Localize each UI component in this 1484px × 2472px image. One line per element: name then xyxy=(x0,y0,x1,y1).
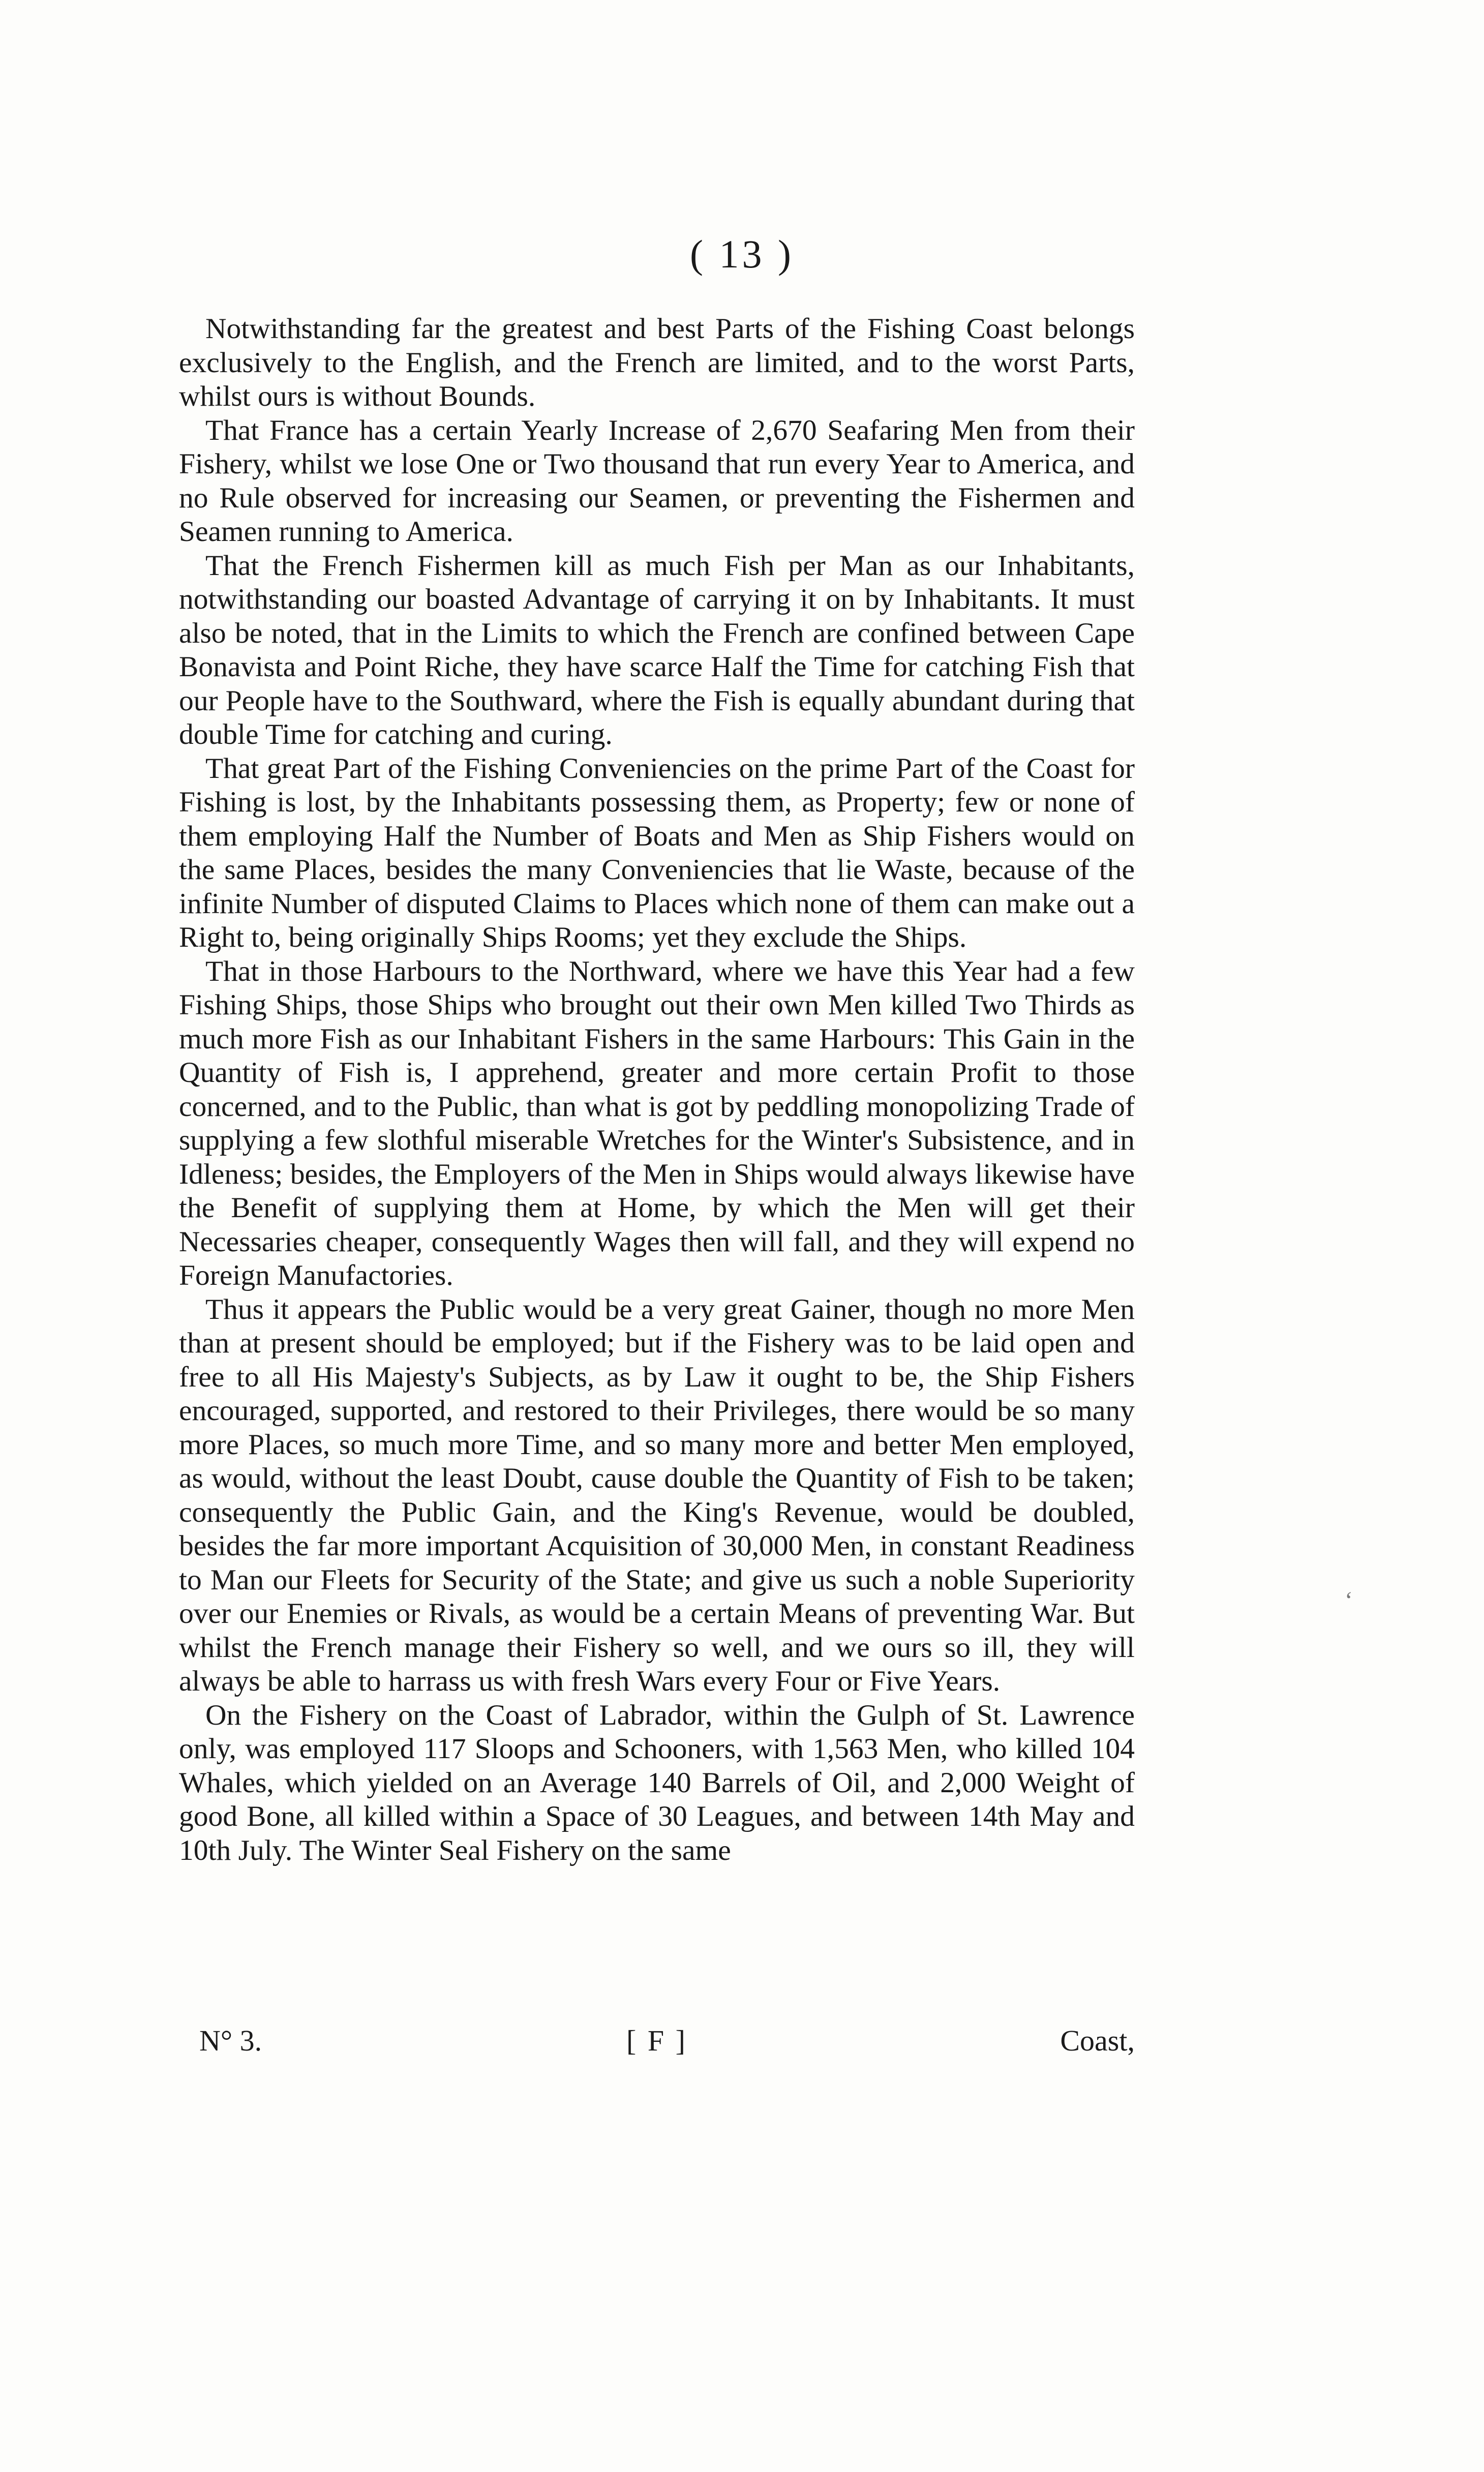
paragraph-7: On the Fishery on the Coast of Labrador, within the Gulph of St. Lawrence only, was employed 117 Sloops and Schooners, with 1,563 Men, who killed 104 Whales, which yielded on an Average 140 Barrels of Oil, and 2,000 Weight of good Bone, all killed within a Space of 30 Leagues, and between 14th May and 10th July. The Winter Seal Fishery on the same xyxy=(179,1699,1135,1866)
paragraph-5: That in those Harbours to the Northward, where we have this Year had a few Fishing Ships, those Ships who brought out their own Men killed Two Thirds as much more Fish as our Inhabitant Fishers in the same Harbours: This Gain in the Quantity of Fish is, I apprehend, greater and more certain Profit to those concerned, and to the Public, than what is got by peddling monopolizing Trade of supplying a few slothful miserable Wretches for the Winter's Subsistence, and in Idleness; besides, the Employers of the Men in Ships would always likewise have the Benefit of supplying them at Home, by which the Men will get their Necessaries cheaper, consequently Wages then will fall, and they will expend no Foreign Manufactories. xyxy=(179,955,1135,1291)
margin-speck: ‘ xyxy=(1345,1587,1353,1614)
paragraph-4: That great Part of the Fishing Conveniencies on the prime Part of the Coast for Fishing is lost, by the Inhabitants possessing them, as Property; few or none of them employing Half the Number of Boats and Men as Ship Fishers would on the same Places, besides the many Conveniencies that lie Waste, because of the infinite Number of disputed Claims to Places which none of them can make out a Right to, being originally Ships Rooms; yet they exclude the Ships. xyxy=(179,752,1135,953)
paragraph-3: That the French Fishermen kill as much Fish per Man as our Inhabitants, notwithstanding our boasted Advantage of carrying it on by Inhabitants. It must also be noted, that in the Limits to which the French are confined between Cape Bonavista and Point Riche, they have scarce Half the Time for catching Fish that our People have to the Southward, where the Fish is equally abundant during that double Time for catching and curing. xyxy=(179,549,1135,750)
catchword: Coast, xyxy=(1060,2024,1135,2057)
paragraph-1: Notwithstanding far the greatest and best Parts of the Fishing Coast belongs exclusively to the English, and the French are limited, and to the worst Parts, whilst ours is without Bounds. xyxy=(179,313,1135,412)
page-number: ( 13 ) xyxy=(690,232,794,276)
paragraph-6: Thus it appears the Public would be a very great Gainer, though no more Men than at present should be employed; but if the Fishery was to be laid open and free to all His Majesty's Subjects, as by Law it ought to be, the Ship Fishers encouraged, supported, and restored to their Privileges, there would be so many more Places, so much more Time, and so many more and better Men employed, as would, without the least Doubt, cause double the Quantity of Fish to be taken; consequently the Public Gain, and the King's Revenue, would be doubled, besides the far more important Acquisition of 30,000 Men, in constant Readiness to Man our Fleets for Security of the State; and give us such a noble Superiority over our Enemies or Rivals, as would be a certain Means of preventing War. But whilst the French manage their Fishery so well, and we ours so ill, they will always be able to harrass us with fresh Wars every Four or Five Years. xyxy=(179,1293,1135,1697)
signature-number: N° 3. xyxy=(199,2024,262,2057)
paragraph-2: That France has a certain Yearly Increase of 2,670 Seafaring Men from their Fishery, whilst we lose One or Two thousand that run every Year to America, and no Rule observed for increasing our Seamen, or preventing the Fishermen and Seamen running to America. xyxy=(179,414,1135,548)
body-text xyxy=(179,312,1135,1867)
signature-mark: [ F ] xyxy=(626,2024,687,2057)
page-footer xyxy=(179,2024,1135,2064)
